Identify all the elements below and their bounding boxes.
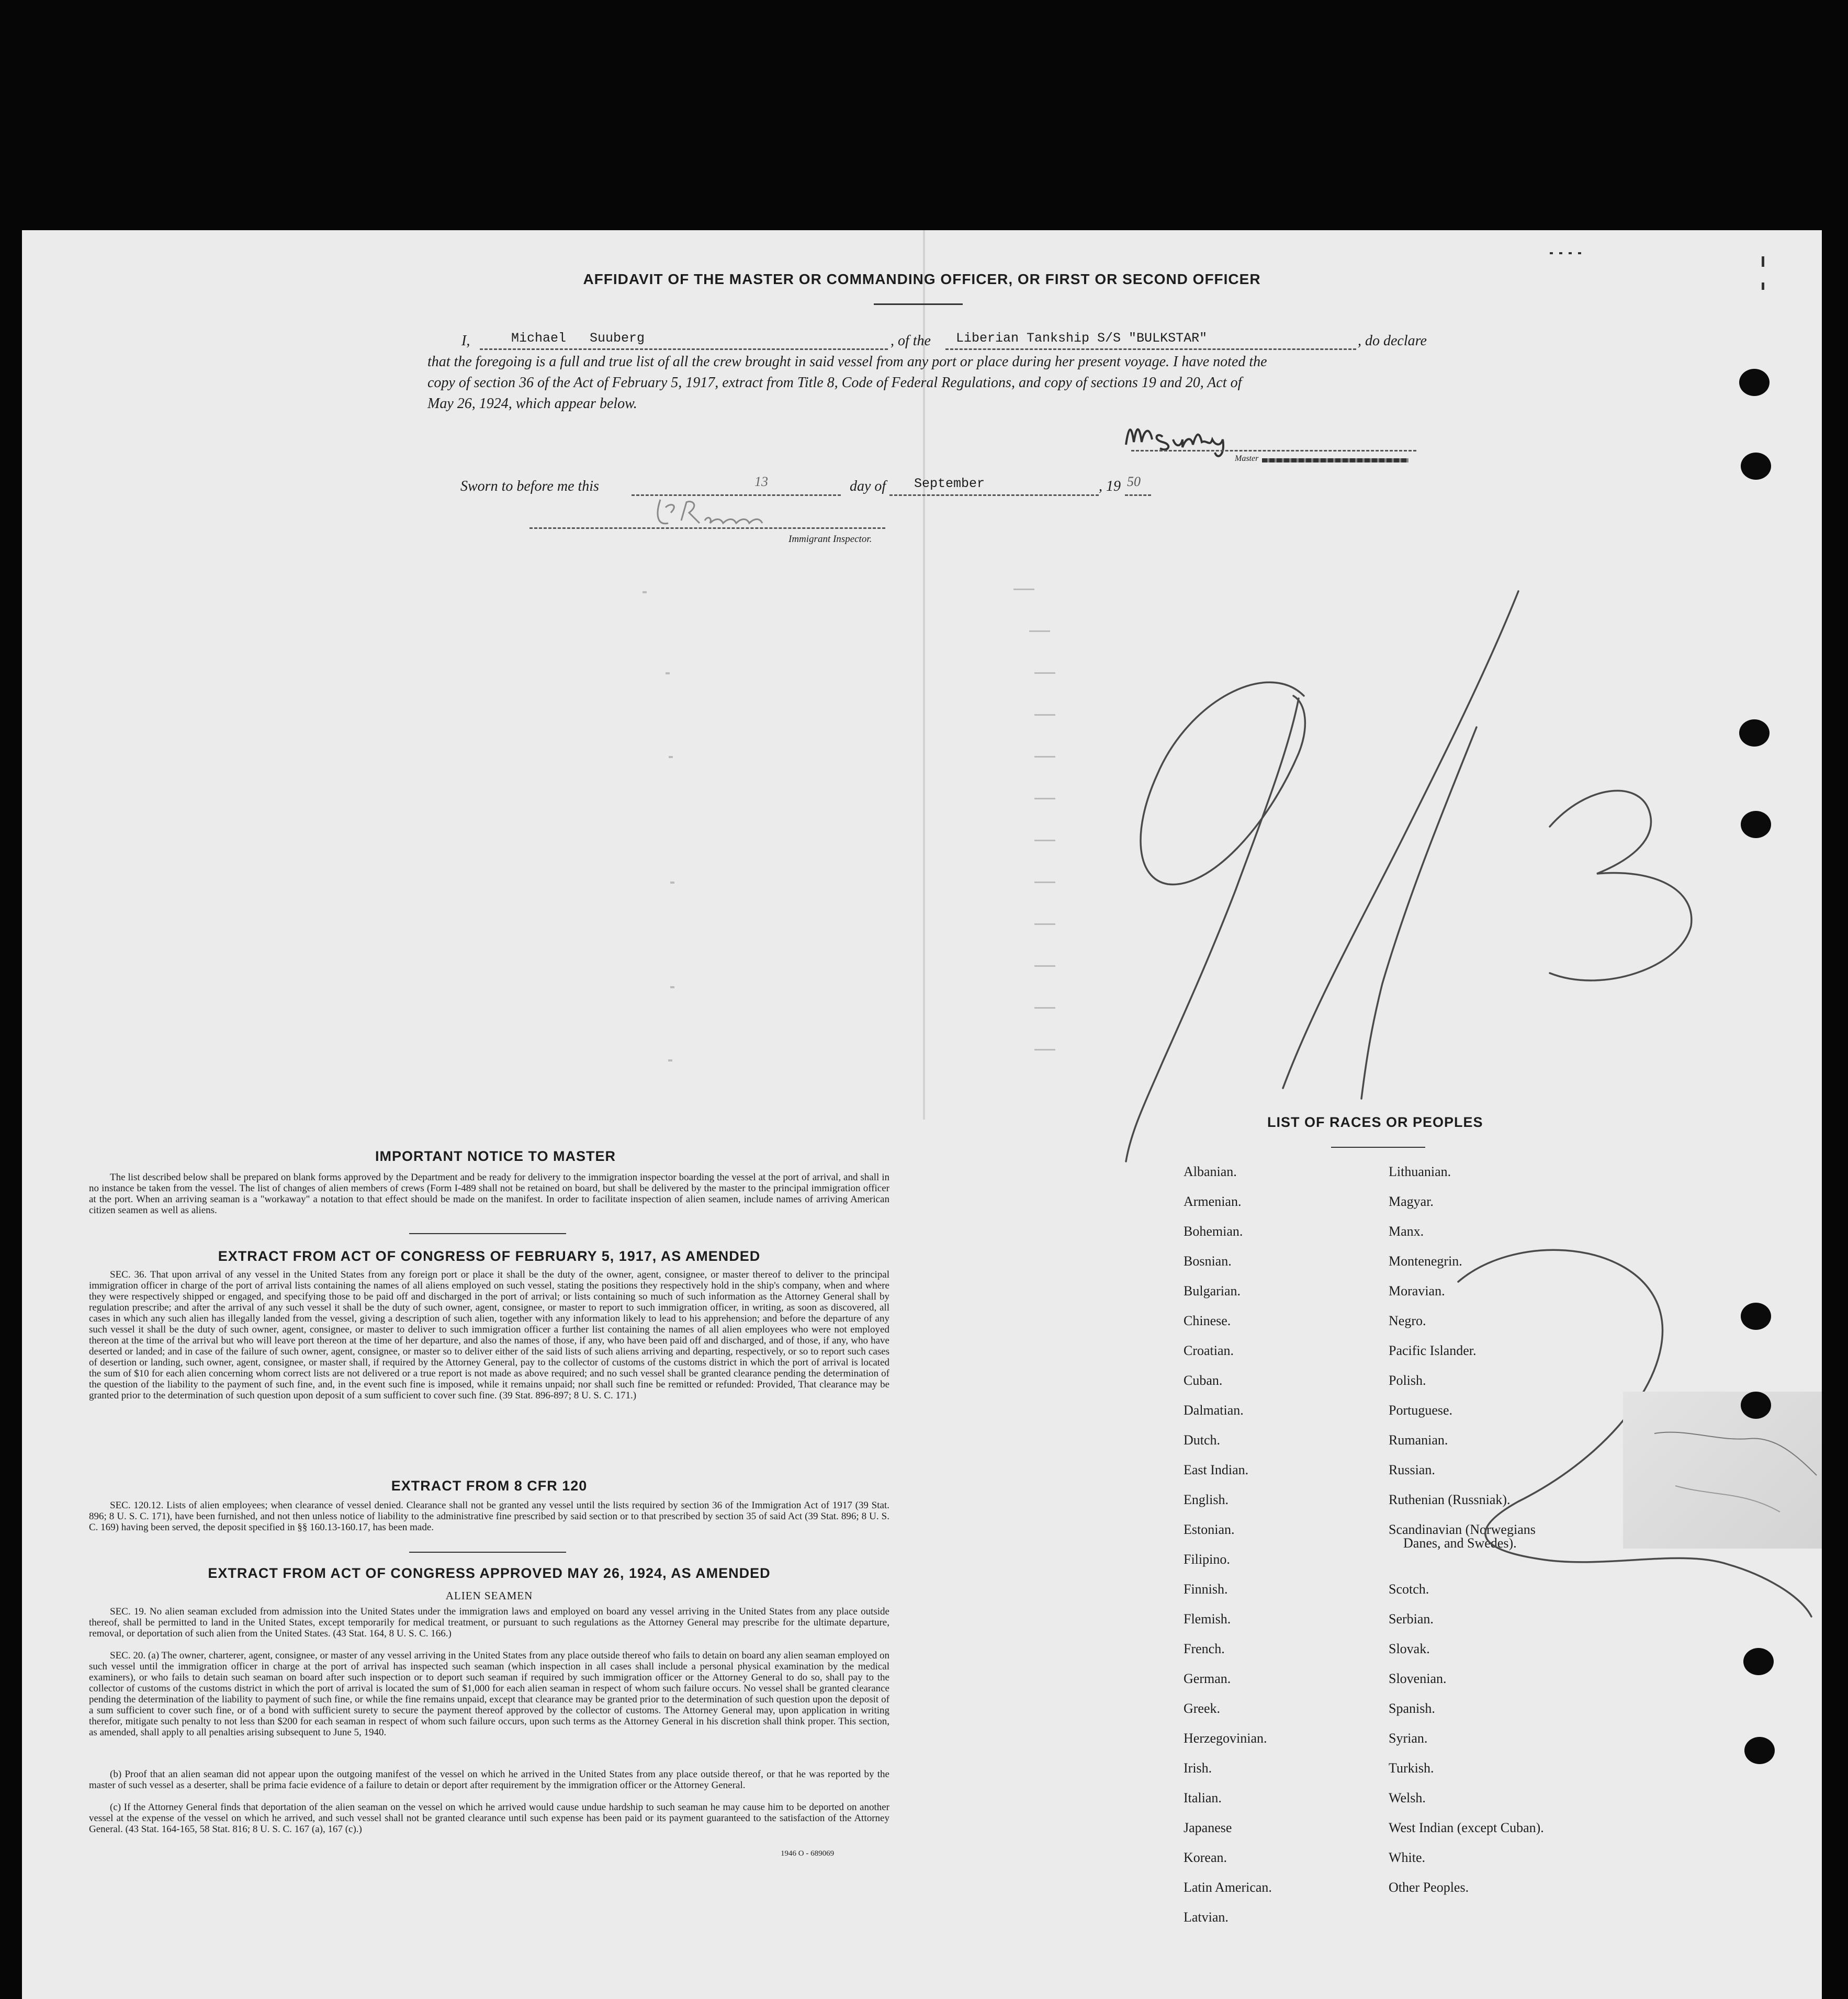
notice-title: IMPORTANT NOTICE TO MASTER bbox=[375, 1148, 616, 1164]
binder-hole bbox=[1741, 1303, 1771, 1330]
extract-1917-title: EXTRACT FROM ACT OF CONGRESS OF FEBRUARY 5, 1917, AS AMENDED bbox=[218, 1248, 761, 1264]
race-item: Moravian. bbox=[1389, 1283, 1445, 1298]
affidavit-body-2: copy of section 36 of the Act of February 5, 1917, extract from Title 8, Code of Federal Regulations, and copy of sections 19 and 20, Act of bbox=[427, 375, 1242, 391]
binder-hole bbox=[1744, 1737, 1775, 1764]
race-item: Russian. bbox=[1389, 1462, 1435, 1477]
year-prefix: , 19 bbox=[1099, 478, 1121, 494]
race-item: Negro. bbox=[1389, 1313, 1426, 1328]
race-item: Spanish. bbox=[1389, 1701, 1435, 1716]
race-item: Dutch. bbox=[1184, 1432, 1221, 1448]
race-item: Flemish. bbox=[1184, 1611, 1231, 1627]
race-item: German. bbox=[1184, 1671, 1231, 1686]
race-item: Italian. bbox=[1184, 1790, 1222, 1805]
sworn-label: Sworn to before me this bbox=[460, 478, 599, 494]
race-item: Cuban. bbox=[1184, 1373, 1223, 1388]
race-item: Manx. bbox=[1389, 1224, 1424, 1239]
race-item: Herzegovinian. bbox=[1184, 1731, 1267, 1746]
race-item: Ruthenian (Russniak). bbox=[1389, 1492, 1511, 1507]
race-item: Slovenian. bbox=[1389, 1671, 1447, 1686]
race-item: West Indian (except Cuban). bbox=[1389, 1820, 1544, 1835]
race-item: Polish. bbox=[1389, 1373, 1426, 1388]
binder-hole bbox=[1739, 719, 1770, 747]
binder-hole bbox=[1739, 369, 1770, 396]
affidavit-title: AFFIDAVIT OF THE MASTER OR COMMANDING OFFICER, OR FIRST OR SECOND OFFICER bbox=[583, 271, 1261, 287]
race-item: Welsh. bbox=[1389, 1790, 1426, 1805]
year-value: 50 bbox=[1127, 474, 1141, 489]
race-item: White. bbox=[1389, 1850, 1426, 1865]
race-item: Japanese bbox=[1184, 1820, 1232, 1835]
extract-1924-sec20c: (c) If the Attorney General finds that deportation of the alien seaman on the vessel on which he arrived would cause undue hardship to such seaman he may cause him to be deported on another vessel at the expense of the vessel on which he arrived, and such vessel shall not be granted clearance until such expense has been paid or its payment guaranteed to the satisfaction of the Attorney General. (43 Stat. 164-165, 58 Stat. 816; 8 U. S. C. 167 (a), 167 (c).) bbox=[89, 1802, 889, 1835]
race-item: Turkish. bbox=[1389, 1760, 1434, 1776]
binder-hole bbox=[1741, 811, 1771, 838]
race-item: East Indian. bbox=[1184, 1462, 1249, 1477]
day-label: day of bbox=[850, 478, 886, 494]
race-item: Dalmatian. bbox=[1184, 1403, 1244, 1418]
binder-hole bbox=[1743, 1648, 1774, 1675]
race-item: Korean. bbox=[1184, 1850, 1227, 1865]
race-item: Syrian. bbox=[1389, 1731, 1428, 1746]
race-item: Serbian. bbox=[1389, 1611, 1434, 1627]
extract-1924-subtitle: ALIEN SEAMEN bbox=[445, 1589, 533, 1602]
race-item: Latin American. bbox=[1184, 1880, 1272, 1895]
race-item: Pacific Islander. bbox=[1389, 1343, 1477, 1358]
declare-label: , do declare bbox=[1358, 333, 1427, 349]
extract-1924-title: EXTRACT FROM ACT OF CONGRESS APPROVED MAY 26, 1924, AS AMENDED bbox=[208, 1565, 771, 1581]
race-item: Scandinavian (Norwegians bbox=[1389, 1522, 1536, 1537]
race-item: Armenian. bbox=[1184, 1194, 1242, 1209]
race-item: Scotch. bbox=[1389, 1582, 1429, 1597]
speck bbox=[1762, 256, 1764, 267]
manifest-page bbox=[22, 230, 1822, 1999]
extract-1917-text: SEC. 36. That upon arrival of any vessel in the United States from any foreign port or place it shall be the duty of the owner, agent, consignee, or master thereof to deliver to the principal immigration officer in charge of the port of arrival lists containing the names of all aliens employed on such vessel, stating the positions they respectively hold in the ship's company, when and where they were respectively shipped or engaged, and specifying those to be paid off and discharged in the port of arrival; or lists containing so much of such information as the Attorney General shall by regulation prescribe; and after the arrival of any such vessel it shall be the duty of such owner, agent, consignee, or master to report to such immigration officer, in writing, as soon as discovered, all cases in which any such alien has illegally landed from the vessel, giving a description of such alien, together with any information likely to lead to his apprehension; and before the departure of any such vessel it shall be the duty of such owner, agent, consignee, or master to deliver to such immigration officer a further list containing the names of all alien employees who were not employed thereon at the time of the arrival but who will leave port thereon at the time of her departure, and also the names of those, if any, who have been paid off and discharged, and of those, if any, who have deserted or landed; and in case of the failure of such owner, agent, consignee, or master so to deliver either of the said lists of such aliens arriving and departing, respectively, or so to report such cases of desertion or landing, such owner, agent, consignee, or master shall, if required by the Attorney General, pay to the collector of customs of the customs district in which the port of arrival is located the sum of $10 for each alien concerning whom correct lists are not delivered or a true report is not made as above required; and no such vessel shall be granted clearance pending the determination of the question of the liability to the payment of such fine, and, in the event such fine is imposed, while it remains unpaid; nor shall such fine be remitted or refunded: Provided, That clearance may be granted prior to the determination of such question upon deposit of a sum sufficient to cover such fine. (39 Stat. 896-897; 8 U. S. C. 171.) bbox=[89, 1269, 889, 1401]
race-item: Croatian. bbox=[1184, 1343, 1234, 1358]
extract-cfr-title: EXTRACT FROM 8 CFR 120 bbox=[391, 1478, 588, 1494]
race-item: Finnish. bbox=[1184, 1582, 1228, 1597]
race-item: Rumanian. bbox=[1389, 1432, 1448, 1448]
day-value: 13 bbox=[754, 474, 768, 489]
race-item: Greek. bbox=[1184, 1701, 1221, 1716]
race-item: Albanian. bbox=[1184, 1164, 1237, 1179]
master-caption: Master bbox=[1235, 454, 1259, 463]
race-item: Magyar. bbox=[1389, 1194, 1434, 1209]
race-item: Irish. bbox=[1184, 1760, 1212, 1776]
race-item: Latvian. bbox=[1184, 1910, 1229, 1925]
notice-text: The list described below shall be prepared on blank forms approved by the Department and be ready for delivery to the immigration inspector boarding the vessel at the port of arrival, and shall in no instance be taken from the vessel. The list of changes of alien members of crews (Form I-489 shall not be retained on board, but shall be delivered by the master to the principal immigration officer at the port. When an arriving seaman is a "workaway" a notation to that effect should be made on the manifest. In order to facilitate inspection of alien seamen, include names of arriving American citizen seamen as well as aliens. bbox=[89, 1172, 889, 1216]
tear-marks bbox=[1623, 1392, 1822, 1549]
race-item: Estonian. bbox=[1184, 1522, 1235, 1537]
race-item: Bulgarian. bbox=[1184, 1283, 1241, 1298]
inspector-caption: Immigrant Inspector. bbox=[788, 534, 872, 545]
race-item: Lithuanian. bbox=[1389, 1164, 1451, 1179]
race-item: Danes, and Swedes). bbox=[1403, 1535, 1517, 1551]
of-the-label: , of the bbox=[891, 333, 931, 349]
race-item: French. bbox=[1184, 1641, 1225, 1656]
races-title: LIST OF RACES OR PEOPLES bbox=[1267, 1114, 1483, 1130]
affidavit-body-3: May 26, 1924, which appear below. bbox=[427, 396, 637, 412]
affidavit-body-1: that the foregoing is a full and true list of all the crew brought in said vessel from any port or place during her present voyage. I have noted the bbox=[427, 354, 1267, 370]
race-item: Portuguese. bbox=[1389, 1403, 1453, 1418]
print-code: 1946 O - 689069 bbox=[781, 1849, 835, 1858]
race-item: Other Peoples. bbox=[1389, 1880, 1469, 1895]
speck bbox=[1762, 283, 1764, 290]
extract-1924-sec20: SEC. 20. (a) The owner, charterer, agent, consignee, or master of any vessel arriving in the United States from any place outside thereof who fails to detain on board any alien seaman employed on such vessel until the immigration officer in charge at the port of arrival has inspected such seaman (which inspection in all cases shall include a personal physical examination by the medical examiners), or who fails to detain such seaman on board after such inspection or to deport such seaman if required by such immigration officer or the Attorney General to do so, shall pay to the collector of customs of the customs district in which the port of arrival is located the sum of $1,000 for each alien seaman in respect of whom such failure occurs. No vessel shall be granted clearance pending the determination of the liability to payment of such fine, or while the fine remains unpaid, except that clearance may be granted prior to the determination of such question upon the deposit of a sum sufficient to cover such fine, or of a bond with sufficient surety to secure the payment thereof approved by the collector of customs. The Attorney General may, upon application in writing therefor, mitigate such penalty to not less than $200 for each seaman in respect of whom such failure occurs, upon such terms as the Attorney General in his discretion shall think proper. This section, as amended, shall apply to all penalties arising subsequent to June 5, 1940. bbox=[89, 1650, 889, 1738]
speck bbox=[1550, 252, 1586, 254]
handwritten-date-mark bbox=[22, 230, 1822, 1999]
race-item: Montenegrin. bbox=[1389, 1253, 1462, 1269]
extract-1924-sec19: SEC. 19. No alien seaman excluded from admission into the United States under the immigration laws and employed on board any vessel arriving in the United States from any place outside thereof, shall be permitted to land in the United States, except temporarily for medical treatment, or pursuant to such regulations as the Attorney General may prescribe for the ultimate departure, removal, or deportation of such alien from the United States. (43 Stat. 164, 8 U. S. C. 166.) bbox=[89, 1606, 889, 1639]
race-item: Bohemian. bbox=[1184, 1224, 1243, 1239]
extract-cfr-text: SEC. 120.12. Lists of alien employees; when clearance of vessel denied. Clearance shall not be granted any vessel until the lists required by section 36 of the Immigration Act of 1917 (39 Stat. 896; 8 U. S. C. 171), have been furnished, and not then unless notice of liability to the administrative fine prescribed by said section or to that prescribed by section 35 of said Act (39 Stat. 896; 8 U. S. C. 169) having been served, the deposit specified in §§ 160.13-160.17, has been made. bbox=[89, 1500, 889, 1533]
race-item: Filipino. bbox=[1184, 1552, 1230, 1567]
i-label: I, bbox=[461, 333, 470, 349]
vessel-name: Liberian Tankship S/S "BULKSTAR" bbox=[956, 331, 1208, 346]
binder-hole bbox=[1741, 1392, 1771, 1419]
month-value: September bbox=[914, 476, 985, 491]
race-item: Slovak. bbox=[1389, 1641, 1430, 1656]
extract-1924-sec20b: (b) Proof that an alien seaman did not appear upon the outgoing manifest of the vessel on which he arrived in the United States from any place outside thereof, or that he was reported by the master of such vessel as a deserter, shall be prima facie evidence of a failure to detain or deport after requirement by the immigration officer or the Attorney General. bbox=[89, 1769, 889, 1791]
master-name: Michael Suuberg bbox=[511, 331, 645, 346]
race-item: Bosnian. bbox=[1184, 1253, 1232, 1269]
race-item: English. bbox=[1184, 1492, 1229, 1507]
race-item: Chinese. bbox=[1184, 1313, 1231, 1328]
binder-hole bbox=[1741, 453, 1771, 480]
